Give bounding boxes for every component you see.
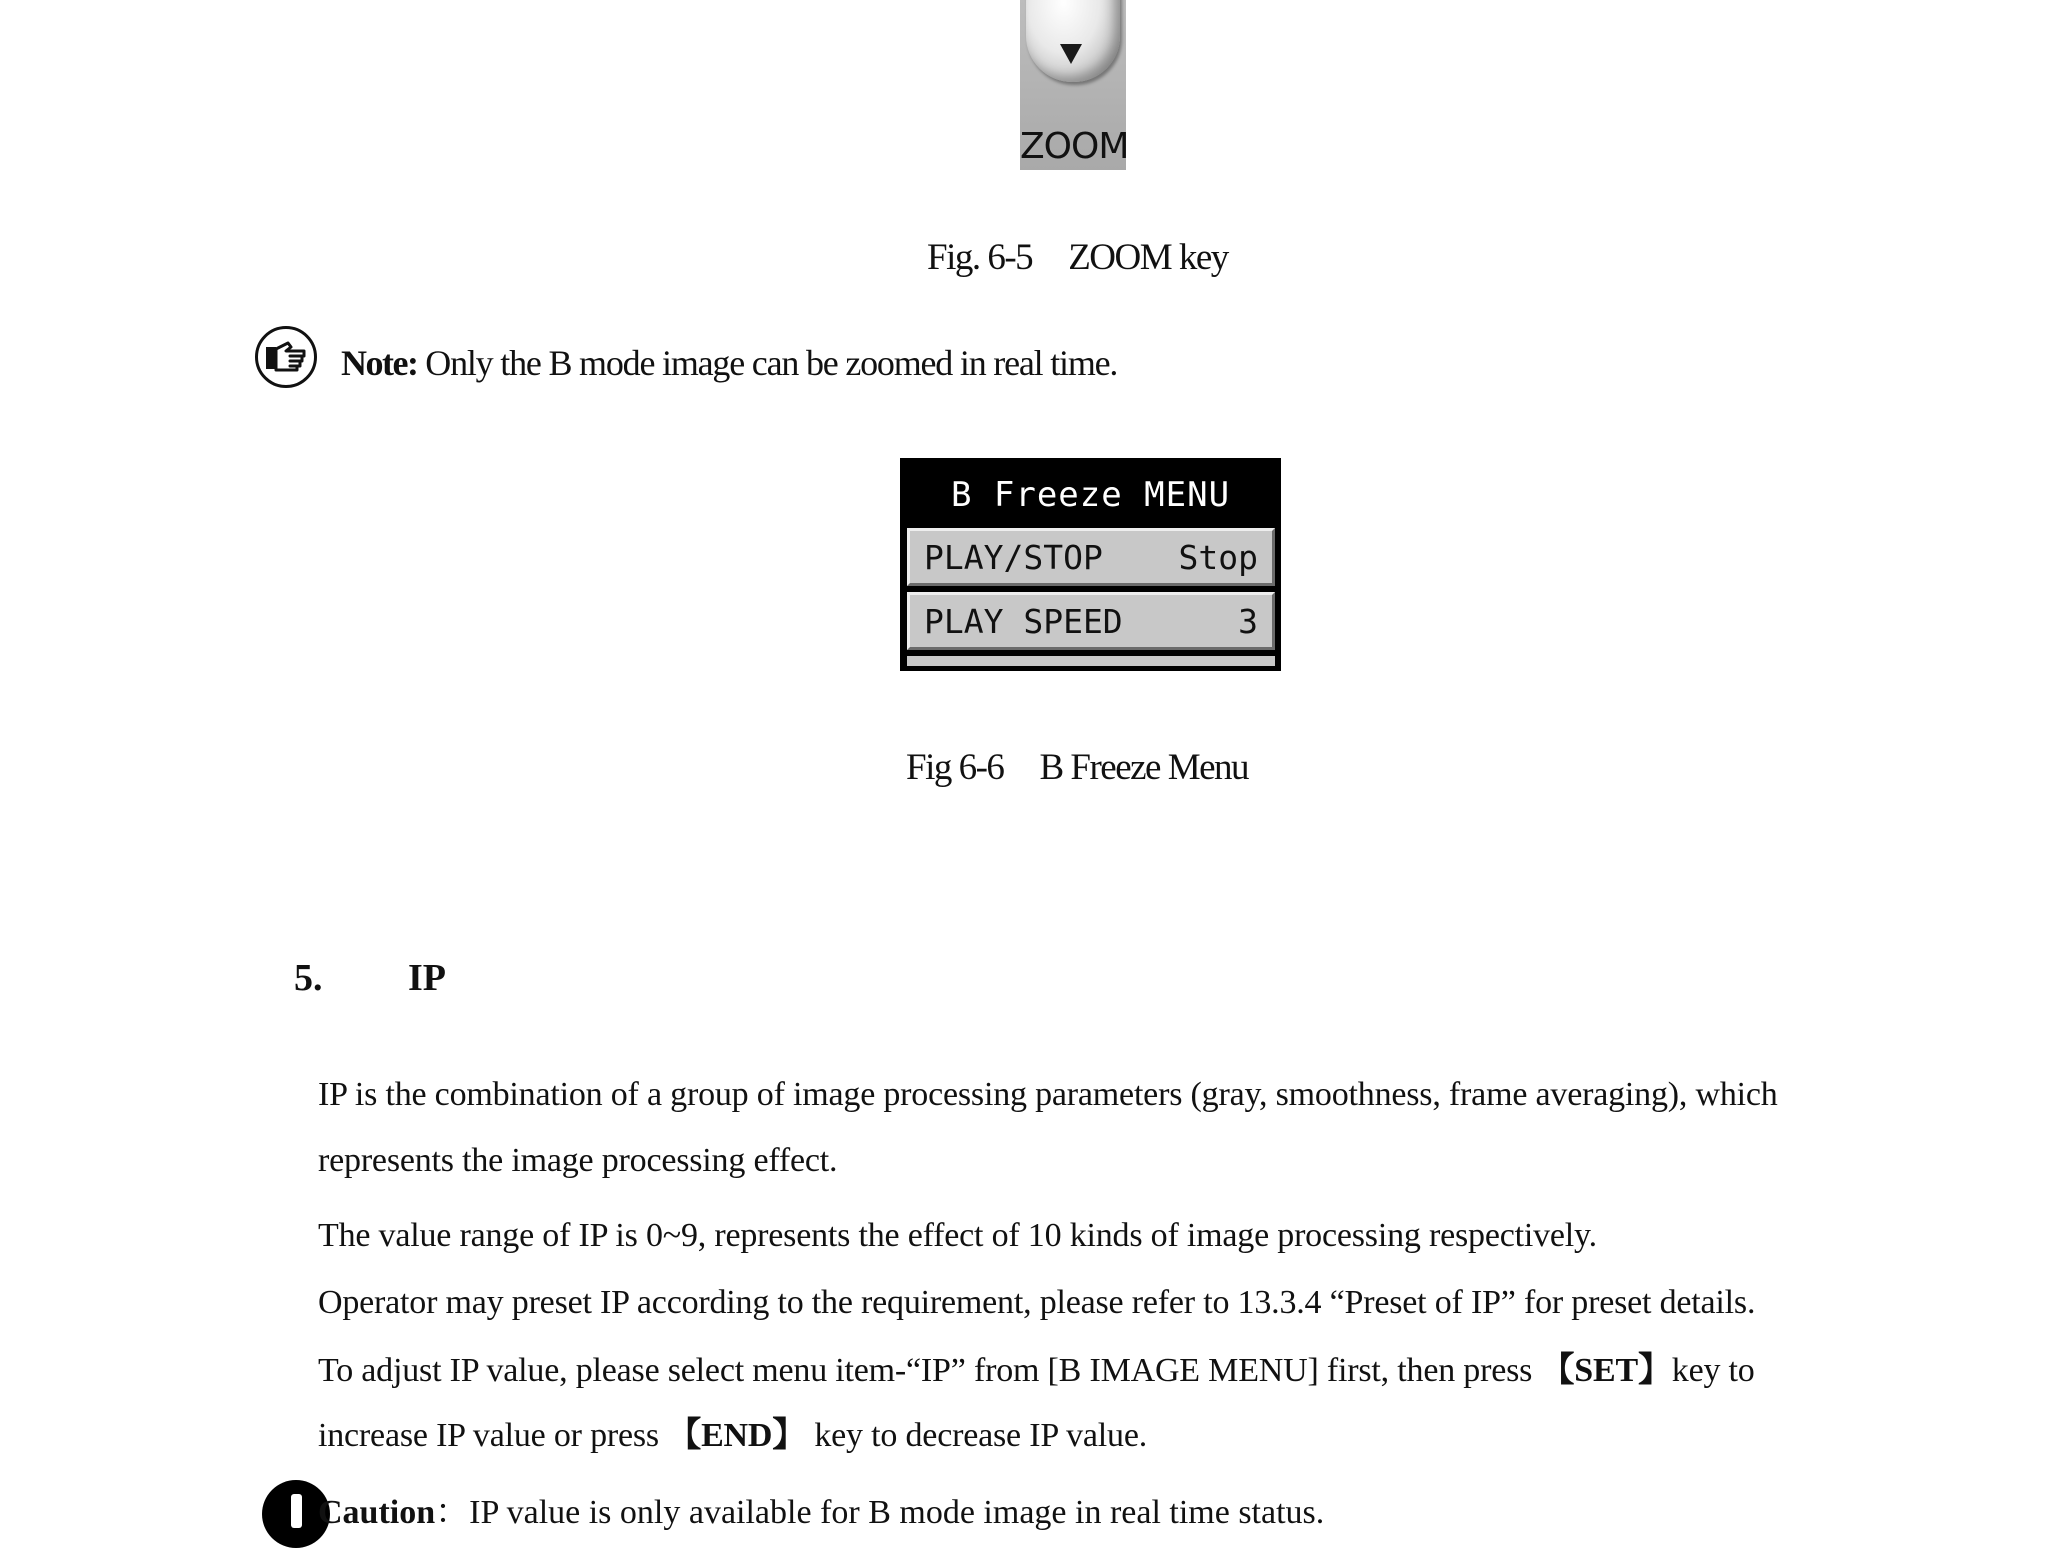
pointing-hand-icon <box>255 326 317 388</box>
zoom-key-label: ZOOM <box>1020 126 1129 167</box>
paragraph-3: Operator may preset IP according to the requirement, please refer to 13.3.4 “Preset of IP” for preset details. <box>318 1284 1756 1321</box>
text-run: increase IP value or press <box>318 1417 668 1454</box>
note-body: Only the B mode image can be zoomed in real time. <box>425 343 1118 383</box>
b-freeze-menu <box>900 458 1281 671</box>
down-arrow-icon <box>1060 44 1082 64</box>
figure-caption-freeze <box>906 746 1248 789</box>
caution-label: Caution <box>318 1494 436 1531</box>
caution-text <box>318 1484 1324 1533</box>
end-key-label: 【END】 <box>667 1417 807 1454</box>
text-run: key to <box>1671 1352 1755 1389</box>
menu-next-row-edge <box>907 656 1275 666</box>
figure-title: ZOOM key <box>1068 237 1228 278</box>
menu-item-value: 3 <box>1238 601 1258 641</box>
set-key-label: 【SET】 <box>1540 1352 1672 1389</box>
paragraph-1-line-2: represents the image processing effect. <box>318 1142 838 1179</box>
figure-number: Fig. 6-5 <box>927 237 1033 278</box>
menu-item-value: Stop <box>1178 537 1258 577</box>
menu-item-play-stop[interactable] <box>907 528 1275 586</box>
figure-caption-zoom <box>927 236 1228 279</box>
note-text <box>341 342 1117 384</box>
figure-title: B Freeze Menu <box>1039 747 1249 788</box>
menu-item-label: PLAY SPEED <box>924 601 1123 641</box>
section-title: IP <box>408 957 446 999</box>
menu-item-label: PLAY/STOP <box>924 537 1103 577</box>
caution-body: ：IP value is only available for B mode image in real time status. <box>435 1494 1325 1531</box>
text-run: To adjust IP value, please select menu item-“IP” from [B IMAGE MENU] first, then press <box>318 1352 1541 1389</box>
figure-number: Fig 6-6 <box>906 747 1004 788</box>
menu-item-play-speed[interactable] <box>907 592 1275 650</box>
paragraph-1-line-1: IP is the combination of a group of image processing parameters (gray, smoothness, frame averaging), which <box>318 1076 1778 1113</box>
paragraph-4-line-1 <box>318 1342 1755 1391</box>
text-run: key to decrease IP value. <box>806 1417 1148 1454</box>
section-number: 5. <box>294 957 323 999</box>
note-label: Note: <box>341 343 418 383</box>
paragraph-2: The value range of IP is 0~9, represents the effect of 10 kinds of image processing respectively. <box>318 1217 1597 1254</box>
paragraph-4-line-2 <box>318 1407 1147 1456</box>
zoom-knob <box>1026 0 1120 82</box>
zoom-key-image <box>1020 0 1129 170</box>
menu-title: B Freeze MENU <box>904 462 1277 528</box>
